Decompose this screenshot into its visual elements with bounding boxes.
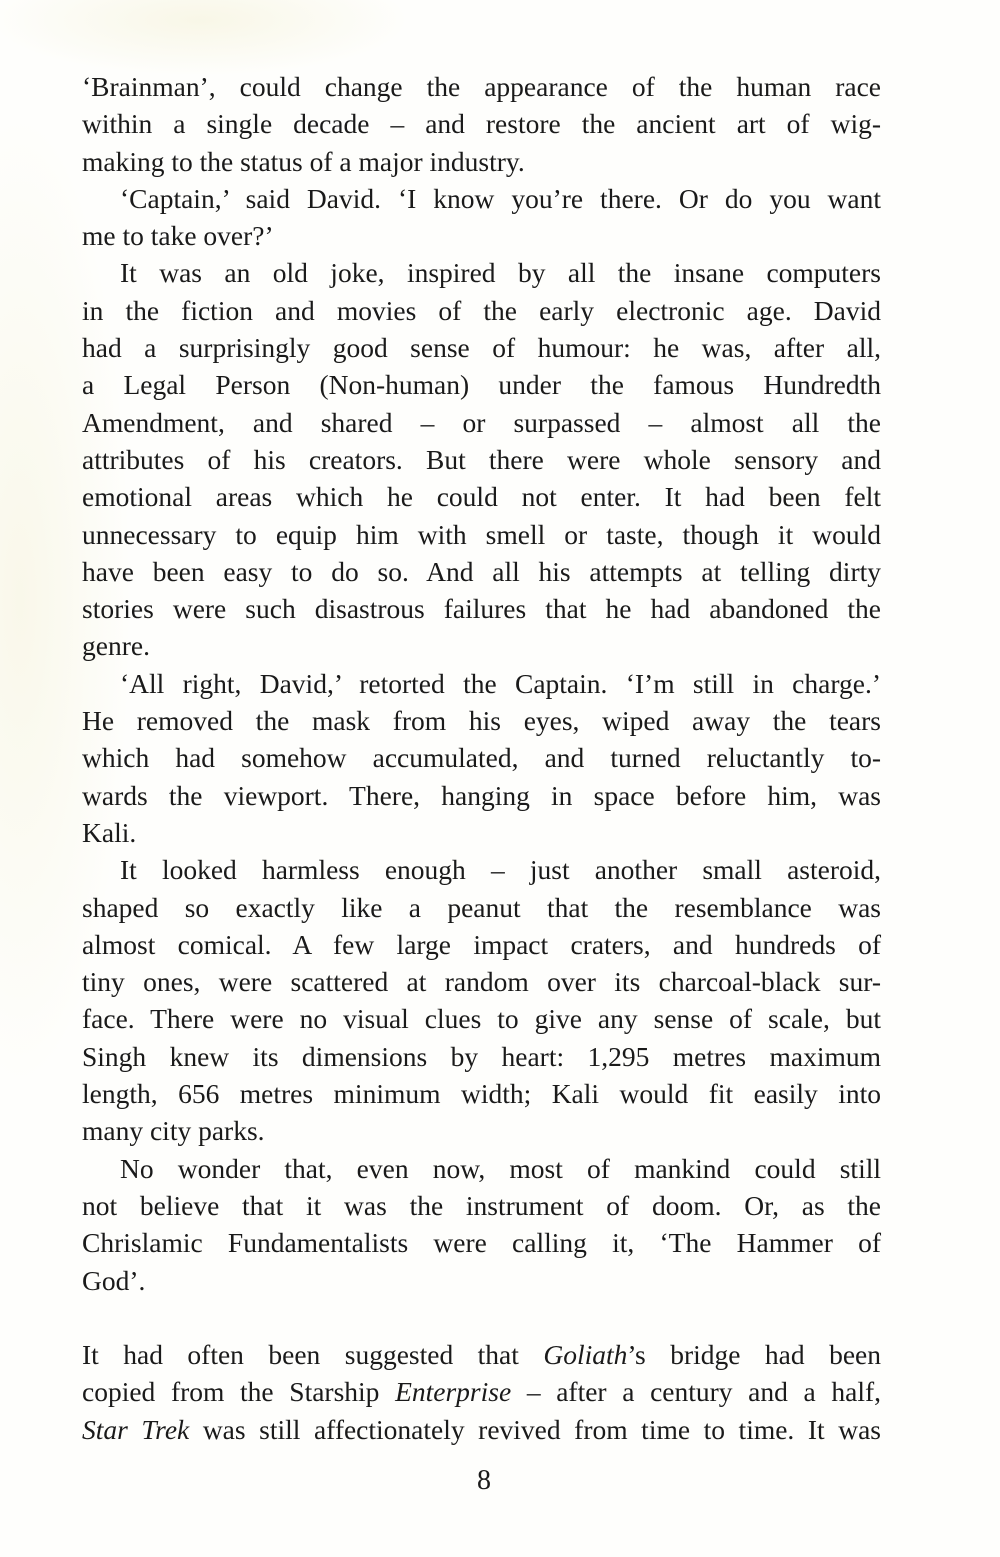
text-segment: stories were such disastrous failures that he had abandoned the bbox=[82, 593, 881, 625]
text-segment: tiny ones, were scattered at random over its charcoal-black sur- bbox=[82, 966, 881, 998]
text-line bbox=[82, 1262, 881, 1299]
text-line bbox=[82, 590, 881, 627]
text-segment: attributes of his creators. But there were whole sensory and bbox=[82, 443, 881, 475]
text-line bbox=[82, 1000, 881, 1037]
italic-title: Enterprise bbox=[395, 1376, 512, 1408]
text-segment: genre. bbox=[82, 630, 150, 662]
text-line bbox=[82, 68, 881, 105]
text-segment: – after a century and a half, bbox=[511, 1376, 882, 1408]
text-line bbox=[82, 143, 881, 180]
text-segment: within a single decade – and restore the ancient art of wig- bbox=[82, 108, 881, 140]
text-segment: ‘Captain,’ said David. ‘I know you’re there. Or do you want bbox=[120, 182, 881, 214]
text-segment: copied from the Starship bbox=[82, 1376, 396, 1408]
text-line bbox=[82, 1224, 881, 1261]
text-line bbox=[82, 963, 881, 1000]
text-line bbox=[82, 292, 881, 329]
text-segment: ‘All right, David,’ retorted the Captain. ‘I’m still in charge.’ bbox=[120, 667, 881, 699]
page-number: 8 bbox=[477, 1465, 491, 1496]
text-segment: not believe that it was the instrument of doom. Or, as the bbox=[82, 1189, 881, 1221]
text-segment: It looked harmless enough – just another small asteroid, bbox=[120, 854, 881, 886]
text-line bbox=[82, 1187, 881, 1224]
text-line bbox=[82, 851, 881, 888]
text-segment: which had somehow accumulated, and turned reluctantly to- bbox=[82, 742, 881, 774]
text-segment: Singh knew its dimensions by heart: 1,295 metres maximum bbox=[82, 1040, 881, 1072]
text-line bbox=[82, 777, 881, 814]
text-line bbox=[82, 366, 881, 403]
text-line bbox=[82, 889, 881, 926]
text-line bbox=[82, 926, 881, 963]
text-line bbox=[82, 217, 881, 254]
text-segment: Kali. bbox=[82, 816, 137, 848]
text-segment: emotional areas which he could not enter. It had been felt bbox=[82, 481, 881, 513]
text-segment: was still affectionately revived from time to time. It was bbox=[189, 1413, 881, 1445]
text-line bbox=[82, 478, 881, 515]
italic-title: Goliath bbox=[543, 1339, 628, 1371]
text-segment: in the fiction and movies of the early electronic age. David bbox=[82, 294, 881, 326]
text-line bbox=[82, 329, 881, 366]
text-line bbox=[82, 180, 881, 217]
text-line bbox=[82, 1038, 881, 1075]
text-line bbox=[82, 404, 881, 441]
text-line bbox=[82, 665, 881, 702]
text-segment: unnecessary to equip him with smell or taste, though it would bbox=[82, 518, 881, 550]
text-line bbox=[82, 739, 881, 776]
text-line bbox=[82, 1150, 881, 1187]
text-line bbox=[82, 702, 881, 739]
text-line bbox=[82, 1336, 881, 1373]
section-break bbox=[82, 1299, 881, 1336]
text-line bbox=[82, 105, 881, 142]
text-segment: He removed the mask from his eyes, wiped away the tears bbox=[82, 705, 881, 737]
text-segment: Amendment, and shared – or surpassed – almost all the bbox=[82, 406, 881, 438]
text-segment: had a surprisingly good sense of humour: he was, after all, bbox=[82, 332, 881, 364]
text-segment: me to take over?’ bbox=[82, 220, 274, 252]
text-line bbox=[82, 553, 881, 590]
text-segment: almost comical. A few large impact craters, and hundreds of bbox=[82, 928, 881, 960]
text-segment: wards the viewport. There, hanging in space before him, was bbox=[82, 779, 881, 811]
text-segment: God’. bbox=[82, 1264, 146, 1296]
text-segment: making to the status of a major industry. bbox=[82, 145, 525, 177]
italic-title: Star Trek bbox=[82, 1413, 190, 1445]
text-line bbox=[82, 516, 881, 553]
text-line bbox=[82, 814, 881, 851]
text-segment: No wonder that, even now, most of mankind could still bbox=[120, 1152, 881, 1184]
text-segment: a Legal Person (Non-human) under the famous Hundredth bbox=[82, 369, 881, 401]
text-segment: It was an old joke, inspired by all the insane computers bbox=[120, 257, 881, 289]
text-segment: ’s bridge had been bbox=[627, 1339, 881, 1371]
text-segment: face. There were no visual clues to give any sense of scale, but bbox=[82, 1003, 881, 1035]
text-line bbox=[82, 441, 881, 478]
text-segment: ‘Brainman’, could change the appearance of the human race bbox=[82, 71, 881, 102]
text-segment: have been easy to do so. And all his attempts at telling dirty bbox=[82, 555, 881, 587]
text-line bbox=[82, 1075, 881, 1112]
text-segment: Chrislamic Fundamentalists were calling it, ‘The Hammer of bbox=[82, 1227, 881, 1259]
text-line bbox=[82, 254, 881, 291]
text-segment: It had often been suggested that bbox=[82, 1339, 544, 1371]
text-line bbox=[82, 1112, 881, 1149]
text-segment: many city parks. bbox=[82, 1115, 265, 1147]
text-segment: length, 656 metres minimum width; Kali would fit easily into bbox=[82, 1078, 881, 1110]
text-line bbox=[82, 1411, 881, 1448]
text-line bbox=[82, 627, 881, 664]
book-page-text bbox=[82, 68, 881, 1448]
text-line bbox=[82, 1373, 881, 1410]
text-segment: shaped so exactly like a peanut that the resemblance was bbox=[82, 891, 881, 923]
